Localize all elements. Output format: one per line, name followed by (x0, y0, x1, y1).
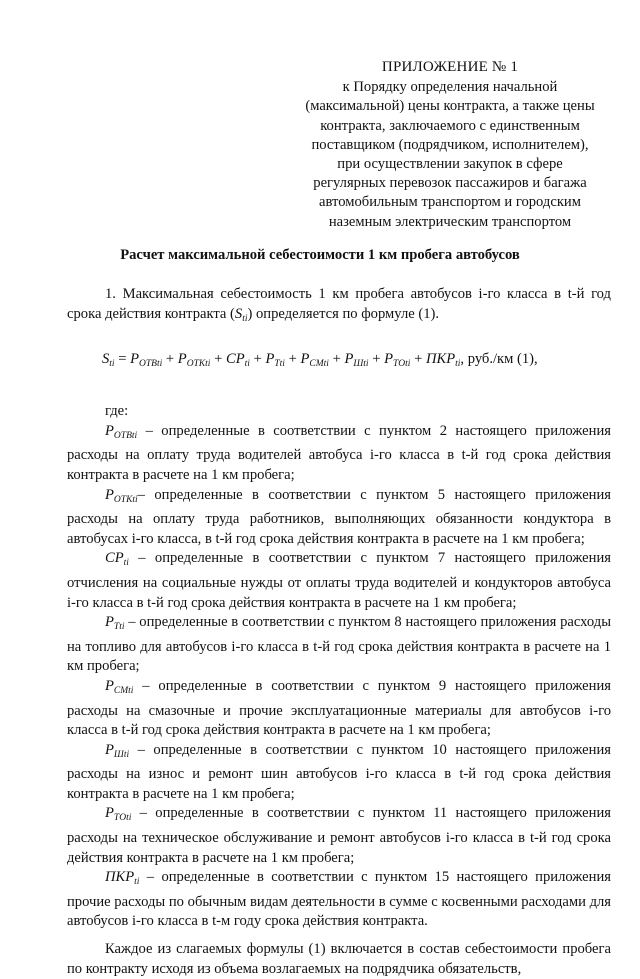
formula-term: $P_{СМti}$ (300, 351, 329, 370)
definition-text: – определенные в соответствии с пунктом 15 настоящего приложения прочие расходы по обычным видам деятельности в сумме с косвенными расходами для автобусов i-го класса в t-м году срока действия контракта. (67, 869, 611, 930)
intro-symbol: $S_{ti}$ (234, 305, 248, 324)
definition-item (67, 549, 611, 613)
appendix-line: автомобильным транспортом и городским (319, 194, 581, 211)
appendix-header (300, 58, 600, 232)
definition-item (67, 613, 611, 677)
definition-symbol: $СР_{ti}$ (105, 550, 129, 569)
appendix-line: при осуществлении закупок в сфере (337, 156, 563, 173)
appendix-line: контракта, заключаемого с единственным (320, 117, 580, 134)
definition-item (67, 677, 611, 741)
definition-text: – определенные в соответствии с пунктом 8 настоящего приложения расходы на топливо для автобусов i-го класса в t-й год срока действия контракта в расчете на 1 км пробега; (67, 614, 611, 675)
definition-symbol: $P_{ОТВti}$ (105, 422, 138, 441)
definition-symbol: $ПКР_{ti}$ (105, 869, 140, 888)
definition-text: – определенные в соответствии с пунктом 2 настоящего приложения расходы на оплату труда водителей автобуса i-го класса в t-й год срока действия контракта в расчете на 1 км пробега; (67, 422, 611, 483)
definition-item (67, 741, 611, 805)
definition-item (67, 804, 611, 868)
definition-text: – определенные в соответствии с пунктом 5 настоящего приложения расходы на оплату труда работников, выполняющих обязанности кондуктора в автобусах i-го класса, в t-й год срока действия контракта в расчете на 1 км пробега; (67, 486, 611, 547)
definition-symbol: $P_{СМti}$ (105, 677, 134, 696)
intro-text: 1. Максимальная себестоимость 1 км пробега автобусов i-го класса в t-й год срока действия контракта ( (67, 286, 611, 322)
appendix-line: к Порядку определения начальной (342, 79, 558, 96)
definition-symbol: $P_{Шti}$ (105, 741, 130, 760)
appendix-line: поставщиком (подрядчиком, исполнителем), (311, 136, 589, 153)
section-heading: Расчет максимальной себестоимости 1 км пробега автобусов (120, 247, 520, 263)
formula-term: $P_{Тti}$ (265, 351, 285, 370)
formula-lhs: $S_{ti}$ (102, 351, 115, 370)
formula-tail: , руб./км (1), (460, 351, 538, 368)
formula-term: $P_{ОТВti}$ (130, 351, 163, 370)
closing-paragraph: Каждое из слагаемых формулы (1) включается в состав себестоимости пробега по контракту исходя из объема возлагаемых на подрядчика обязательств, (67, 941, 611, 977)
appendix-line: (максимальной) цены контракта, а также цены (305, 98, 595, 115)
definition-text: – определенные в соответствии с пунктом 9 настоящего приложения расходы на смазочные и прочие эксплуатационные материалы для автобусов i-го класса в t-й год срока действия контракта в расчете на 1 км пробега; (67, 677, 611, 739)
document-body (67, 285, 611, 979)
definition-text: – определенные в соответствии с пунктом 10 настоящего приложения расходы на износ и ремонт шин автобусов i-го класса в t-й год срока действия контракта в расчете на 1 км пробега; (67, 741, 611, 802)
intro-paragraph (67, 285, 611, 329)
definition-symbol: $P_{Тti}$ (105, 614, 125, 633)
appendix-line: наземным электрическим транспортом (328, 213, 572, 230)
definition-item (67, 486, 611, 550)
formula-term: $P_{Шti}$ (344, 351, 369, 370)
formula-1: $S_{ti} = P_{ОТВti} + P_{ОТКti} + СР_{ti} + P_{Тti} + P_{СМti} + P_{Шti} + P_{ТОti} + ПКР_{ti}$, руб./км (1), (102, 351, 538, 370)
definition-symbol: $P_{ОТКti}$ (105, 486, 138, 505)
formula-term: $P_{ТОti}$ (384, 351, 411, 370)
intro-text-after: ) определяется по формуле (1). (247, 305, 440, 322)
definition-text: – определенные в соответствии с пунктом 11 настоящего приложения расходы на техническое обслуживание и ремонт автобусов i-го класса в t-й год срока действия контракта в расчете на 1 км пробега; (67, 805, 611, 866)
formula-term: $ПКР_{ti}$ (425, 351, 461, 370)
where-label: где: (105, 403, 129, 420)
definition-text: – определенные в соответствии с пунктом 7 настоящего приложения отчисления на социальные нужды от оплаты труда водителей и кондукторов автобуса i-го класса в t-й год срока действия контракта в расчете на 1 км пробега; (67, 550, 611, 611)
definitions-list (67, 422, 611, 932)
definition-symbol: $P_{ТОti}$ (105, 805, 132, 824)
appendix-title: ПРИЛОЖЕНИЕ № 1 (381, 59, 519, 75)
formula-term: $P_{ОТКti}$ (177, 351, 211, 370)
definition-item (67, 422, 611, 486)
formula-term: $СР_{ti}$ (225, 351, 250, 370)
appendix-line: регулярных перевозок пассажиров и багажа (313, 175, 587, 192)
definition-item (67, 868, 611, 932)
